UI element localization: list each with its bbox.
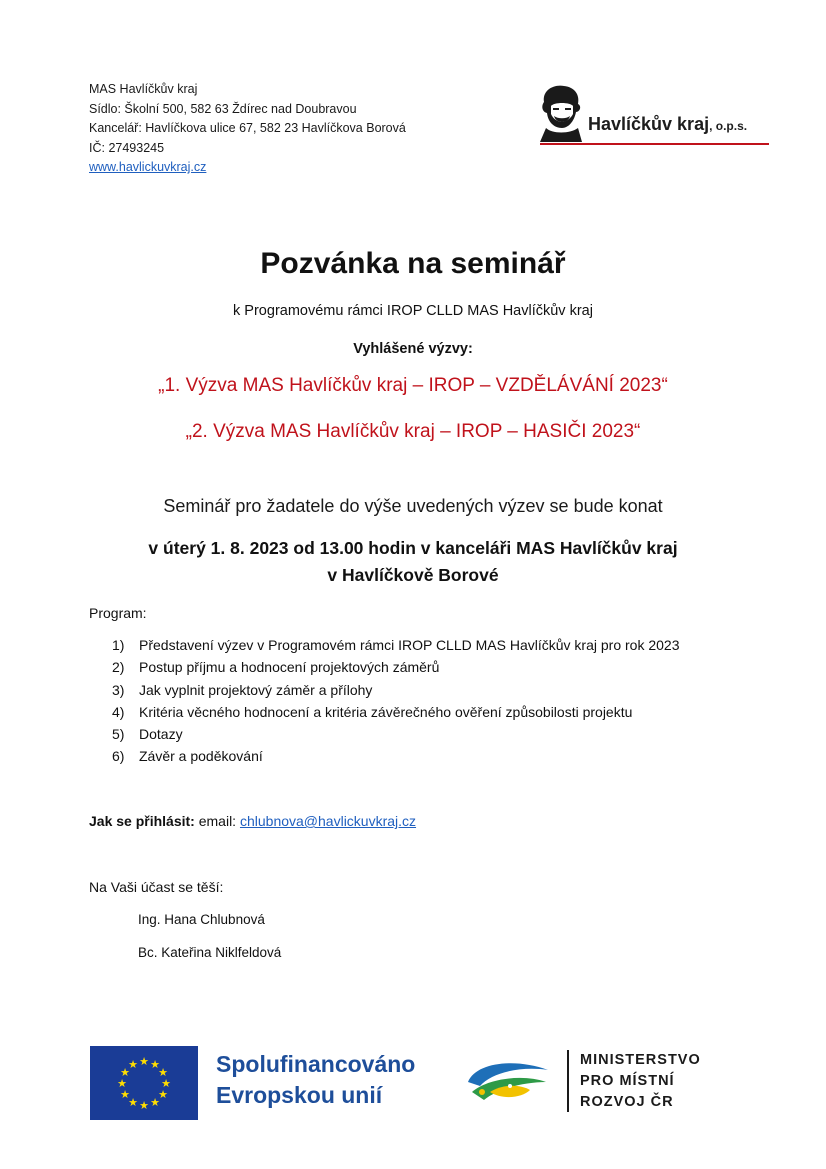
email-prefix: email: [198,813,237,829]
page-title: Pozvánka na seminář [260,247,566,280]
office-address: Kancelář: Havlíčkova ulice 67, 582 23 Havlíčkova Borová [89,121,406,135]
signup-line [89,813,416,829]
website-link[interactable]: www.havlickuvkraj.cz [89,160,207,174]
date-line-2: v Havlíčkově Borové [327,565,499,585]
svg-text:★: ★ [158,1066,168,1079]
list-item: 2) Postup příjmu a hodnocení projektových záměrů [112,659,440,676]
closing-text: Na Vaši účast se těší: [89,879,224,895]
org-name: MAS Havlíčkův kraj [89,82,198,96]
seminar-text: Seminář pro žadatele do výše uvedených výzev se bude konat [163,496,663,516]
svg-text:★: ★ [120,1088,130,1101]
calls-label: Vyhlášené výzvy: [353,341,473,357]
mmr-text: MINISTERSTVO PRO MÍSTNÍ ROZVOJ ČR [580,1052,701,1110]
seat-address: Sídlo: Školní 500, 582 63 Ždírec nad Doubravou [89,101,357,116]
call-2: „2. Výzva MAS Havlíčkův kraj – IROP – HASIČI 2023“ [185,421,641,442]
eu-stars [90,1046,198,1120]
list-item: 6) Závěr a poděkování [112,748,263,765]
svg-text:★: ★ [139,1099,149,1112]
eu-cofinanced-text: Spolufinancováno Evropskou unií [216,1051,416,1108]
svg-text:★: ★ [139,1055,149,1068]
subtitle: k Programovému rámci IROP CLLD MAS Havlíčkův kraj [233,303,593,319]
date-line-1: v úterý 1. 8. 2023 od 13.00 hodin v kanceláři MAS Havlíčkův kraj [148,538,678,558]
svg-text:★: ★ [150,1096,160,1109]
havlicek-portrait-logo [536,82,586,144]
svg-text:★: ★ [117,1077,127,1090]
svg-text:★: ★ [161,1077,171,1090]
program-label: Program: [89,605,147,621]
mmr-divider [567,1050,569,1112]
svg-text:★: ★ [120,1066,130,1079]
brand-name: Havlíčkův kraj, o.p.s. [588,114,748,134]
list-item: 5) Dotazy [112,726,183,743]
list-item: 4) Kritéria věcného hodnocení a kritéria závěrečného ověření způsobilosti projektu [112,703,633,720]
svg-text:★: ★ [128,1058,138,1071]
person-1: Ing. Hana Chlubnová [138,912,265,927]
email-link[interactable]: chlubnova@havlickuvkraj.cz [239,813,417,829]
svg-text:★: ★ [158,1088,168,1101]
svg-text:★: ★ [128,1096,138,1109]
list-item: 3) Jak vyplnit projektový záměr a přílohy [112,681,373,698]
brand-underline [540,143,769,145]
signup-label: Jak se přihlásit: [89,813,195,829]
list-item: 1) Představení výzev v Programovém rámci IROP CLLD MAS Havlíčkův kraj pro rok 2023 [112,637,680,653]
company-id: IČ: 27493245 [89,140,165,155]
call-1: „1. Výzva MAS Havlíčkův kraj – IROP – VZDĚLÁVÁNÍ 2023“ [158,375,668,396]
eu-flag-icon [90,1046,198,1120]
person-2: Bc. Kateřina Niklfeldová [138,945,282,960]
svg-text:★: ★ [150,1058,160,1071]
program-list [89,634,679,768]
mmr-logo-icon [462,1052,554,1110]
